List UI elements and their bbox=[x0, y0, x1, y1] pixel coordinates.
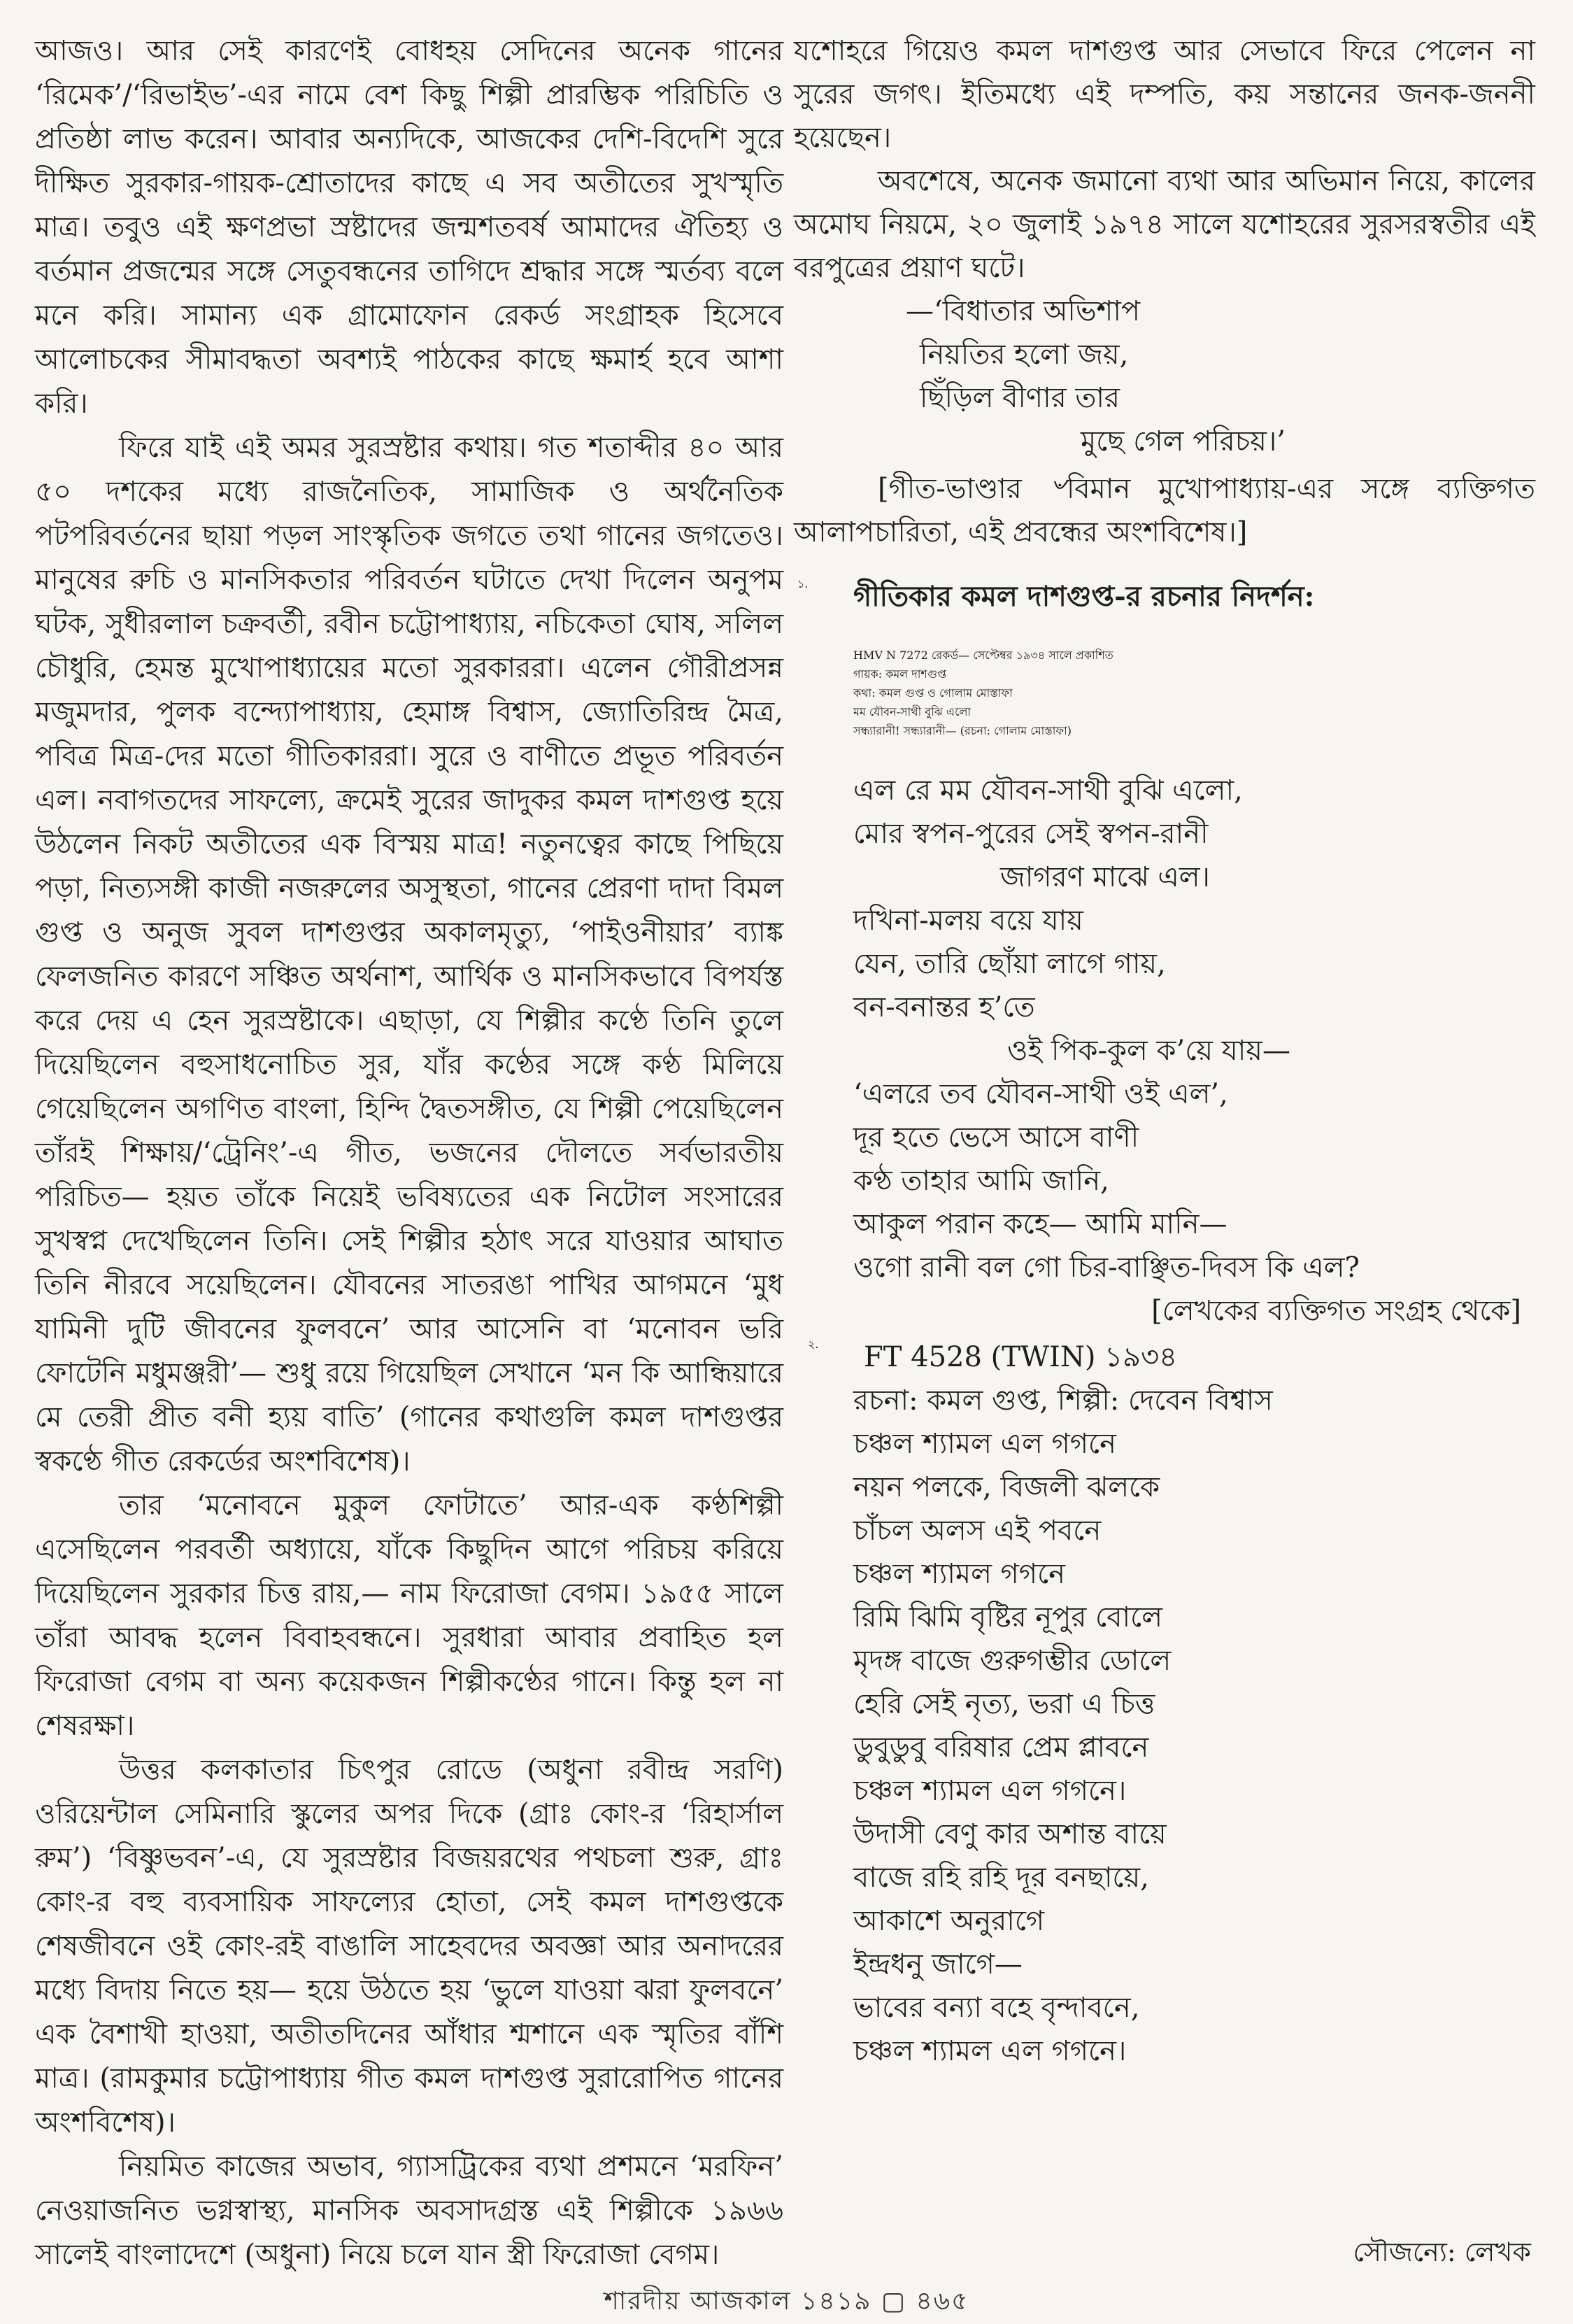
lyric-line: চঞ্চল শ্যামল গগনে bbox=[853, 1558, 1066, 1590]
lyric-line: চঞ্চল শ্যামল এল গগনে। bbox=[853, 2035, 1127, 2067]
lyric-line: চঞ্চল শ্যামল এল গগনে। bbox=[853, 1775, 1127, 1807]
left-paragraph-4: উত্তর কলকাতার চিৎপুর রোডে (অধুনা রবীন্দ্র সরণি) ওরিয়েন্টাল সেমিনারি স্কুলের অপর দিকে (গ্রাঃ কোং-র ‘রিহার্সাল রুম’) ‘বিষ্ণুভবন’-এ, যে সুরস্রষ্টার বিজয়রথের পথচলা শুরু, গ্রাঃ কোং-র বহু ব্যবসায়িক সাফল্যের হোতা, সেই কমল দাশগুপ্তকে শেষজীবনে ওই কোং-রই বাঙালি সাহেবদের অবজ্ঞা আর অনাদরের মধ্যে বিদায় নিতে হয়— হয়ে উঠতে হয় ‘ভুলে যাওয়া ঝরা ফুলবনে’ এক বৈশাখী হাওয়া, অতীতদিনের আঁধার শ্মশানে এক স্মৃতির বাঁশি মাত্র। (রামকুমার চট্টোপাধ্যায় গীত কমল দাশগুপ্ত সুরারোপিত গানের অংশবিশেষ)। bbox=[35, 1754, 783, 2139]
lyric-line: হেরি সেই নৃত্য, ভরা এ চিত্ত bbox=[853, 1688, 1155, 1720]
courtesy-credit: সৌজন্যে: লেখক bbox=[1353, 2237, 1531, 2267]
lyric-line: কণ্ঠ তাহার আমি জানি, bbox=[853, 1165, 1109, 1197]
source-note: [লেখকের ব্যক্তিগত সংগ্রহ থেকে] bbox=[1151, 1295, 1521, 1327]
lyric-line: বাজে রহি রহি দূর বনছায়ে, bbox=[853, 1862, 1149, 1894]
left-paragraph-2: ফিরে যাই এই অমর সুরস্রষ্টার কথায়। গত শতাব্দীর ৪০ আর ৫০ দশকের মধ্যে রাজনৈতিক, সামাজিক ও অর্থনৈতিক পটপরিবর্তনের ছায়া পড়ল সাংস্কৃতিক জগতে তথা গানের জগতেও। মানুষের রুচি ও মানসিকতার পরিবর্তন ঘটাতে দেখা দিলেন অনুপম ঘটক, সুধীরলাল চক্রবর্তী, রবীন চট্টোপাধ্যায়, নচিকেতা ঘোষ, সলিল চৌধুরি, হেমন্ত মুখোপাধ্যায়ের মতো সুরকাররা। এলেন গৌরীপ্রসন্ন মজুমদার, পুলক বন্দ্যোপাধ্যায়, হেমাঙ্গ বিশ্বাস, জ্যোতিরিন্দ্র মৈত্র, পবিত্র মিত্র-দের মতো গীতিকাররা। সুরে ও বাণীতে প্রভূত পরিবর্তন এল। নবাগতদের সাফল্যে, ক্রমেই সুরের জাদুকর কমল দাশগুপ্ত হয়ে উঠলেন নিকট অতীতের এক বিস্ময় মাত্র! নতুনত্বের কাছে পিছিয়ে পড়া, নিত্যসঙ্গী কাজী নজরুলের অসুস্থতা, গানের প্রেরণা দাদা বিমল গুপ্ত ও অনুজ সুবল দাশগুপ্তর অকালমৃত্যু, ‘পাইওনীয়ার’ ব্যাঙ্ক ফেলজনিত কারণে সঞ্চিত অর্থনাশ, আর্থিক ও মানসিকভাবে বিপর্যস্ত করে দেয় এ হেন সুরস্রষ্টাকে। এছাড়া, যে শিল্পীর কণ্ঠে তিনি তুলে দিয়েছিলেন বহুসাধনোচিত সুর, যাঁর কণ্ঠের সঙ্গে কণ্ঠ মিলিয়ে গেয়েছিলেন অগণিত বাংলা, হিন্দি দ্বৈতসঙ্গীত, যে শিল্পী পেয়েছিলেন তাঁরই শিক্ষায়/‘ট্রেনিং’-এ গীত, ভজনের দৌলতে সর্বভারতীয় পরিচিত— হয়ত তাঁকে নিয়েই ভবিষ্যতের এক নিটোল সংসারের সুখস্বপ্ন দেখেছিলেন তিনি। সেই শিল্পীর হঠাৎ সরে যাওয়ার আঘাত তিনি নীরবে সয়েছিলেন। যৌবনের সাতরঙা পাখির আগমনে ‘মুধ যামিনী দুটি জীবনের ফুলবনে’ আর আসেনি বা ‘মনোবন ভরি ফোটেনি মধুমঞ্জরী’— শুধু রয়ে গিয়েছিল সেখানে ‘মন কি আন্ধিয়ারে মে তেরী প্রীত বনী হ্যয় বাতি’ (গানের কথাগুলি কমল দাশগুপ্তর স্বকণ্ঠে গীত রেকর্ডের অংশবিশেষ)। bbox=[35, 432, 783, 1478]
record-number: HMV N 7272 রেকর্ড— সেপ্টেম্বর ১৯৩৪ সালে প্রকাশিত bbox=[853, 649, 1113, 662]
right-paragraph-2: অবশেষে, অনেক জমানো ব্যথা আর অভিমান নিয়ে, কালের অমোঘ নিয়মে, ২০ জুলাই ১৯৭৪ সালে যশোহরের সুরসরস্বতীর এই বরপুত্রের প্রয়াণ ঘটে। bbox=[794, 165, 1535, 284]
credit: রচনা: কমল গুপ্ত, শিল্পী: দেবেন বিশ্বাস bbox=[853, 1384, 1273, 1417]
item-number: ২. bbox=[808, 1338, 819, 1351]
verse-line: নিয়তির হলো জয়, bbox=[920, 339, 1129, 371]
record-details bbox=[853, 646, 1535, 741]
singer: গায়ক: কমল দাশগুপ্ত bbox=[853, 667, 947, 681]
lyric-line: চাঁচল অলস এই পবনে bbox=[853, 1515, 1102, 1547]
example-item-1 bbox=[794, 575, 1535, 1333]
lyric-line: এল রে মম যৌবন-সাথী বুঝি এলো, bbox=[853, 774, 1243, 807]
song-title: সন্ধ্যারানী! সন্ধ্যারানী— (রচনা: গোলাম মোস্তাফা) bbox=[853, 724, 1072, 737]
right-paragraph-1: যশোহরে গিয়েও কমল দাশগুপ্ত আর সেভাবে ফিরে পেলেন না সুরের জগৎ। ইতিমধ্যে এই দম্পতি, কয় সন্তানের জনক-জননী হয়েছেন। bbox=[794, 35, 1535, 154]
lyric-line: চঞ্চল শ্যামল এল গগনে bbox=[853, 1428, 1116, 1460]
left-paragraph-3: তার ‘মনোবনে মুকুল ফোটাতে’ আর-এক কণ্ঠশিল্পী এসেছিলেন পরবর্তী অধ্যায়ে, যাঁকে কিছুদিন আগে পরিচয় করিয়ে দিয়েছিলেন সুরকার চিত্ত রায়,— নাম ফিরোজা বেগম। ১৯৫৫ সালে তাঁরা আবদ্ধ হলেন বিবাহবন্ধনে। সুরধারা আবার প্রবাহিত হল ফিরোজা বেগম বা অন্য কয়েকজন শিল্পীকণ্ঠের গানে। কিন্তু হল না শেষরক্ষা। bbox=[35, 1489, 783, 1742]
page-footer: শারদীয় আজকাল ১৪১৯ ▢ ৪৬৫ bbox=[604, 2287, 969, 2316]
item-number: ১. bbox=[797, 577, 809, 590]
lyric-line: উদাসী বেণু কার অশান্ত বায়ে bbox=[853, 1818, 1167, 1850]
lyric-line: বন-বনান্তর হ’তে bbox=[853, 991, 1035, 1023]
song-title: মম যৌবন-সাথী বুঝি এলো bbox=[853, 705, 971, 718]
lyric-line: ওগো রানী বল গো চির-বাঞ্ছিত-দিবস কি এল? bbox=[853, 1252, 1360, 1284]
verse-line: ছিঁড়িল বীণার তার bbox=[920, 382, 1120, 414]
verse-line: মুছে গেল পরিচয়।’ bbox=[1081, 425, 1286, 458]
lyric-line: রিমি ঝিমি বৃষ্টির নূপুর বোলে bbox=[853, 1601, 1163, 1634]
verse-line: —‘বিধাতার অভিশাপ bbox=[906, 295, 1141, 327]
lyric-line: ইন্দ্রধনু জাগে— bbox=[853, 1948, 1023, 1981]
lyric-line: ভাবের বন্যা বহে বৃন্দাবনে, bbox=[853, 1992, 1140, 2024]
item-heading: গীতিকার কমল দাশগুপ্ত-র রচনার নিদর্শন: bbox=[853, 580, 1315, 613]
lyric-line: দূর হতে ভেসে আসে বাণী bbox=[853, 1121, 1139, 1154]
song-lyrics-1 bbox=[853, 769, 1535, 1333]
left-column bbox=[35, 29, 783, 2277]
lyric-line: নয়ন পলকে, বিজলী ঝলকে bbox=[853, 1471, 1160, 1503]
right-column bbox=[794, 29, 1535, 2073]
lyric-line: আকুল পরান কহে— আমি মানি— bbox=[853, 1208, 1227, 1240]
lyric-line: মোর স্বপন-পুরের সেই স্বপন-রানী bbox=[853, 818, 1209, 850]
lyric-line: দখিনা-মলয় বয়ে যায় bbox=[853, 905, 1083, 937]
lyricist: কথা: কমল গুপ্ত ও গোলাম মোস্তাফা bbox=[853, 686, 1013, 700]
song-lyrics-2 bbox=[853, 1335, 1535, 2073]
lyric-line: জাগরণ মাঝে এল। bbox=[1000, 861, 1210, 893]
lyric-line: মৃদঙ্গ বাজে গুরুগম্ভীর ডোলে bbox=[853, 1645, 1172, 1677]
lyric-line: ‘এলরে তব যৌবন-সাথী ওই এল’, bbox=[853, 1078, 1228, 1110]
lyric-line: আকাশে অনুরাগে bbox=[853, 1905, 1045, 1937]
lyric-line: ওই পিক-কুল ক’য়ে যায়— bbox=[1007, 1035, 1290, 1067]
lyric-line: যেন, তারি ছোঁয়া লাগে গায়, bbox=[853, 948, 1166, 980]
interview-note: [গীত-ভাণ্ডার ৺বিমান মুখোপাধ্যায়-এর সঙ্গে ব্যক্তিগত আলাপচারিতা, এই প্রবন্ধের অংশবিশেষ।] bbox=[794, 473, 1535, 548]
example-item-2 bbox=[794, 1335, 1535, 2073]
left-paragraph-1: আজও। আর সেই কারণেই বোধহয় সেদিনের অনেক গানের ‘রিমেক’/‘রিভাইভ’-এর নামে বেশ কিছু শিল্পী প্রারম্ভিক পরিচিতি ও প্রতিষ্ঠা লাভ করেন। আবার অন্যদিকে, আজকের দেশি-বিদেশি সুরে দীক্ষিত সুরকার-গায়ক-শ্রোতাদের কাছে এ সব অতীতের সুখস্মৃতি মাত্র। তবুও এই ক্ষণপ্রভা স্রষ্টাদের জন্মশতবর্ষ আমাদের ঐতিহ্য ও বর্তমান প্রজন্মের সঙ্গে সেতুবন্ধনের তাগিদে শ্রদ্ধার সঙ্গে স্মর্তব্য বলে মনে করি। সামান্য এক গ্রামোফোন রেকর্ড সংগ্রাহক হিসেবে আলোচকের সীমাবদ্ধতা অবশ্যই পাঠকের কাছে ক্ষমার্হ হবে আশা করি। bbox=[35, 35, 783, 420]
record-number: FT 4528 (TWIN) ১৯৩৪ bbox=[864, 1341, 1178, 1373]
quoted-verse bbox=[906, 290, 1535, 463]
left-paragraph-5: নিয়মিত কাজের অভাব, গ্যাসট্রিকের ব্যথা প্রশমনে ‘মরফিন’ নেওয়াজনিত ভগ্নস্বাস্থ্য, মানসিক অবসাদগ্রস্ত এই শিল্পীকে ১৯৬৬ সালেই বাংলাদেশে (অধুনা) নিয়ে চলে যান স্ত্রী ফিরোজা বেগম। bbox=[35, 2151, 783, 2271]
lyric-line: ডুবুডুবু বরিষার প্রেম প্লাবনে bbox=[853, 1731, 1149, 1764]
